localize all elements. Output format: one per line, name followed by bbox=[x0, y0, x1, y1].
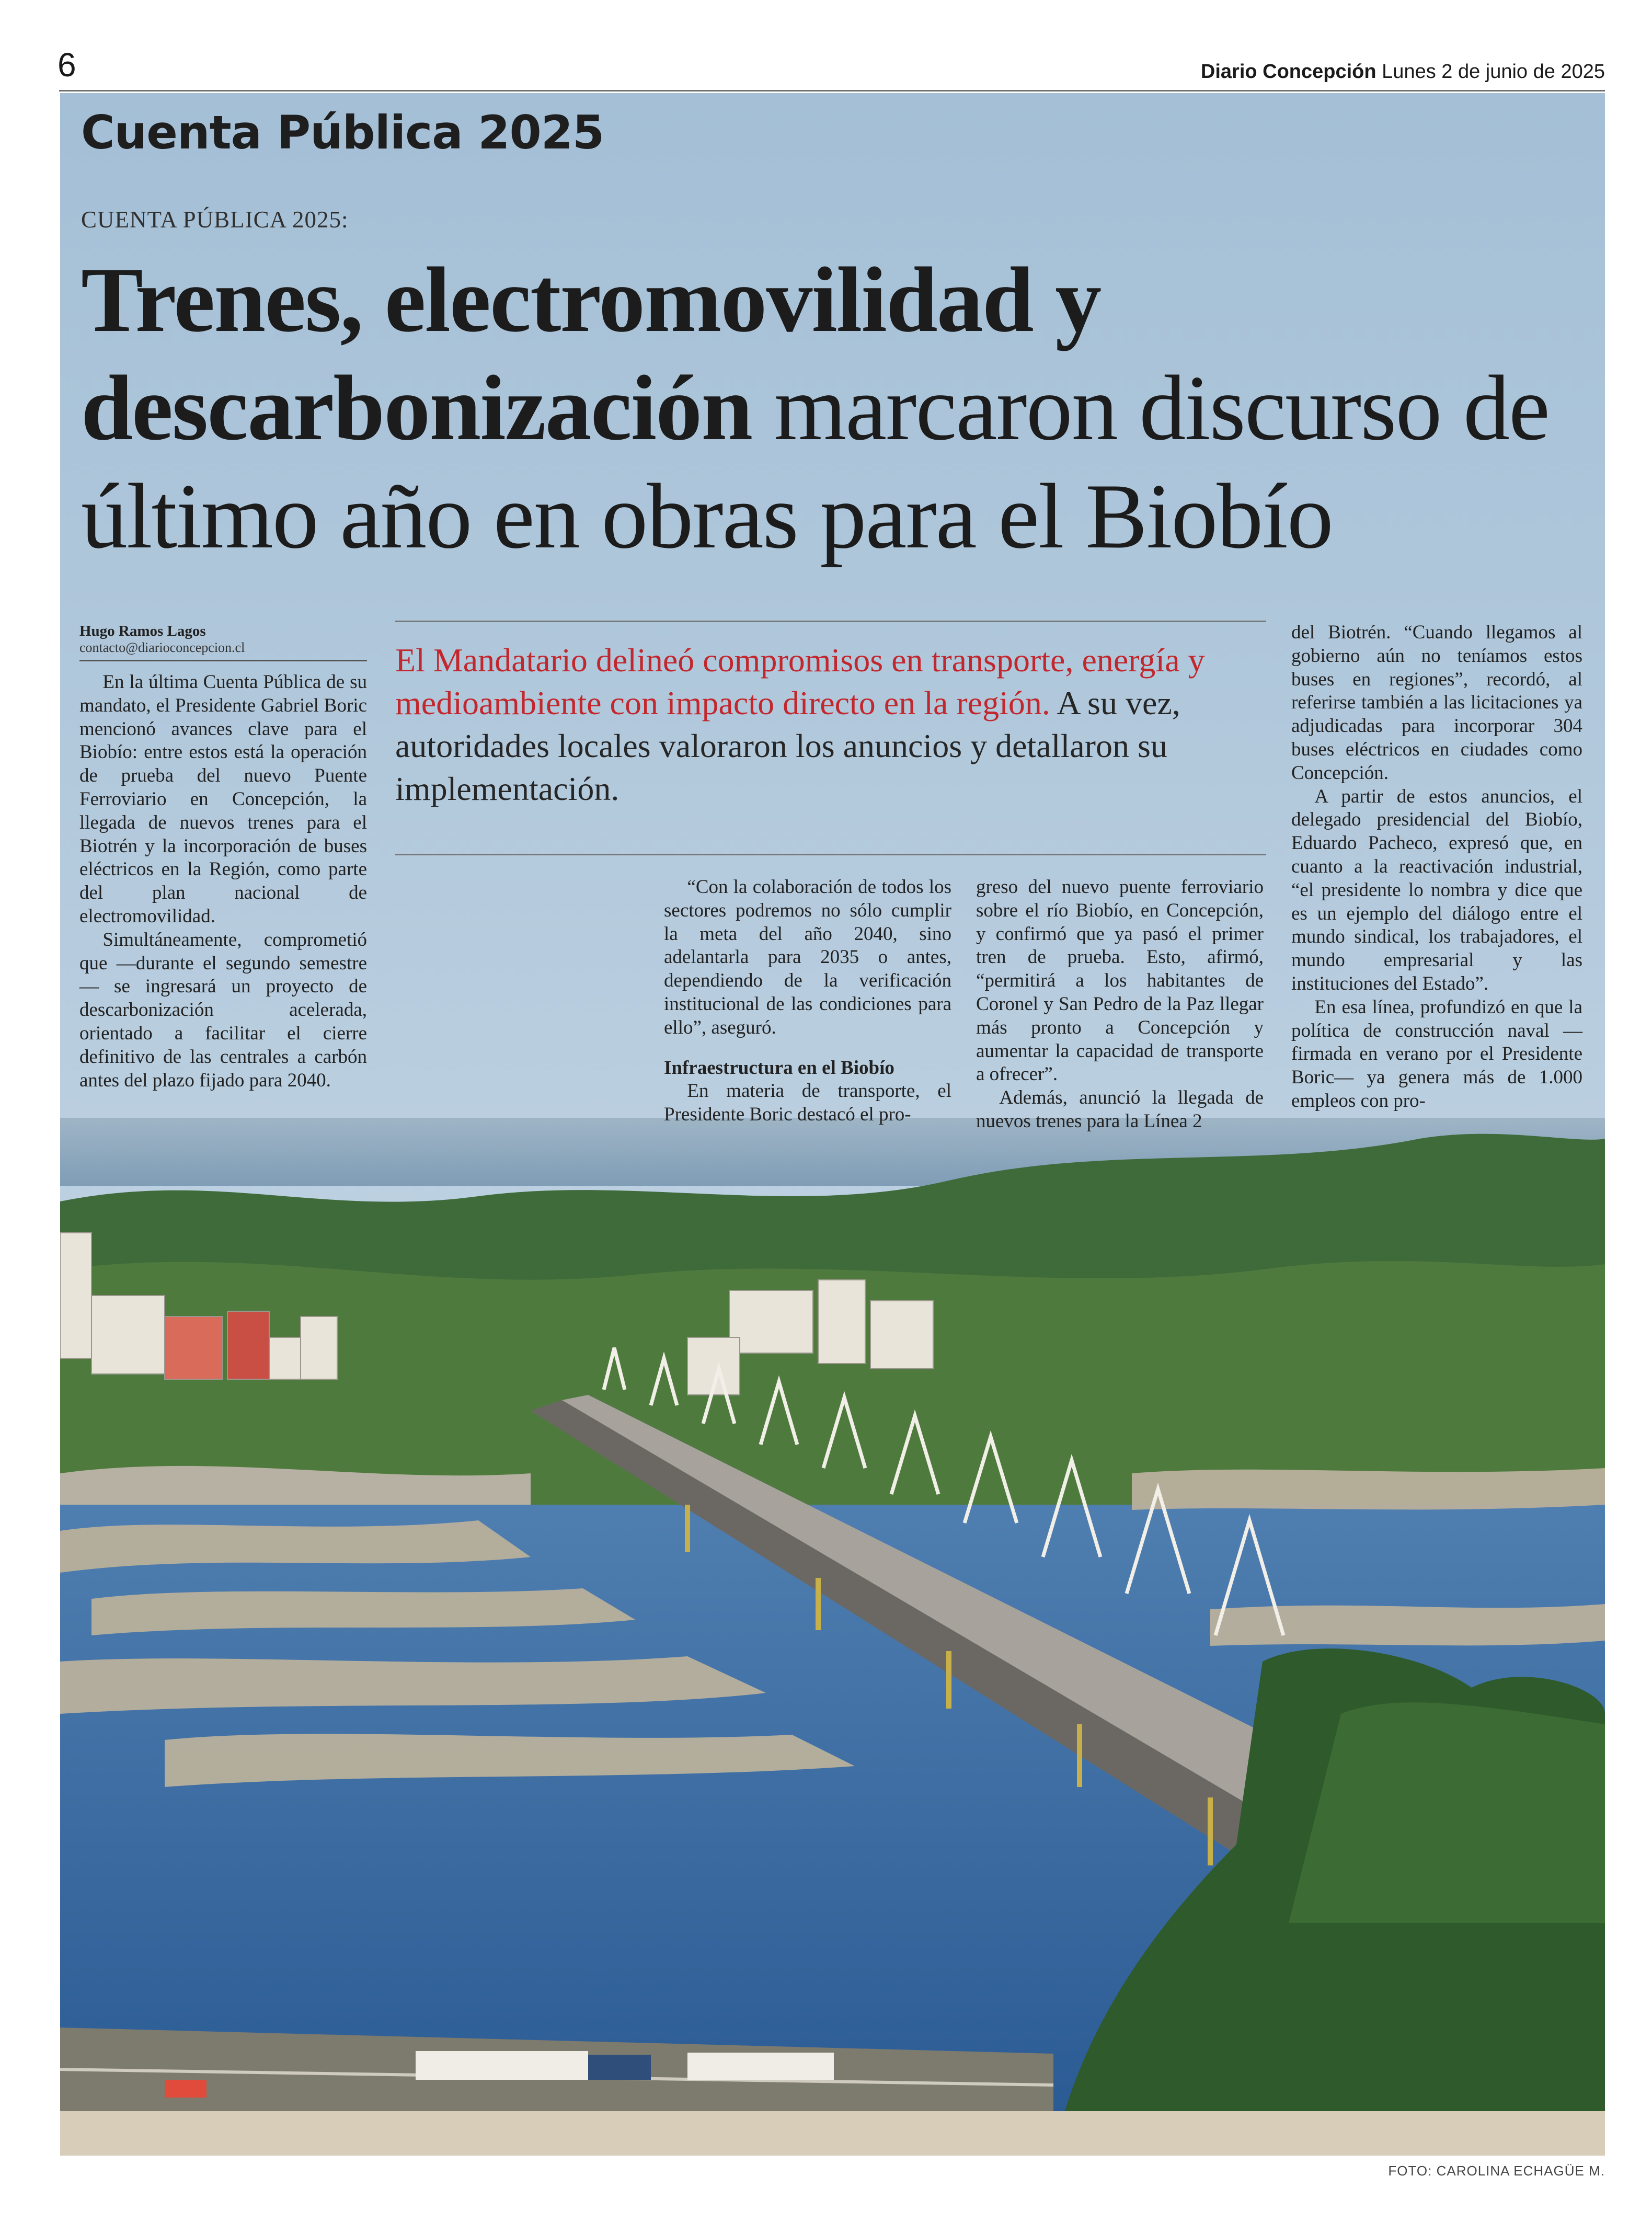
author-email: contacto@diarioconcepcion.cl bbox=[79, 640, 367, 661]
body-column-2 bbox=[664, 876, 951, 1127]
paragraph: En la última Cuenta Pública de su mandato, el Presidente Gabriel Boric mencionó avances clave para el Biobío: entre estos está la operación de prueba del nuevo Puente Ferroviario en Concepción, la llegada de nuevos trenes para el Biotrén y la incorporación de buses eléctricos en la Región, como parte del plan nacional de electromovilidad. bbox=[79, 671, 367, 927]
headline-regular: marcaron discurso de último año en obras para el Biobío bbox=[81, 356, 1549, 568]
photo-credit: FOTO: CAROLINA ECHAGÜE M. bbox=[1388, 2163, 1605, 2179]
deck-rule-top bbox=[395, 621, 1266, 622]
subheading: Infraestructura en el Biobío bbox=[664, 1057, 894, 1079]
paragraph: greso del nuevo puente ferroviario sobre el río Biobío, en Concepción, y confirmó que ya pasó el primer tren de prueba. Esto, afirmó, “permitirá a los habitantes de Coronel y San Pedro de la Paz llegar más pronto a Concepción y aumentar la capacidad de transporte a ofrecer”. bbox=[976, 876, 1264, 1085]
body-column-4 bbox=[1291, 621, 1582, 1113]
paragraph: Además, anunció la llegada de nuevos trenes para la Línea 2 bbox=[976, 1087, 1264, 1132]
article-deck bbox=[395, 639, 1266, 810]
author-name: Hugo Ramos Lagos bbox=[79, 623, 206, 639]
paragraph: del Biotrén. “Cuando llegamos al gobierno aún no teníamos estos buses en regiones”, recordó, al referirse también a las licitaciones ya adjudicadas para incorporar 304 buses eléctricos en ciudades como Concepción. bbox=[1291, 622, 1582, 784]
masthead bbox=[1201, 62, 1605, 82]
header-rule bbox=[59, 90, 1605, 91]
headline-bold: Trenes, electromovilidad y descarbonización bbox=[81, 248, 1101, 460]
paragraph: En materia de transporte, el Presidente Boric destacó el pro- bbox=[664, 1080, 951, 1126]
deck-rule-bottom bbox=[395, 854, 1266, 855]
body-column-3 bbox=[976, 876, 1264, 1133]
paragraph: En esa línea, profundizó en que la política de construcción naval —firmada en verano por el Presidente Boric— ya genera más de 1.000 empleos con pro- bbox=[1291, 996, 1582, 1112]
issue-date: Lunes 2 de junio de 2025 bbox=[1382, 61, 1605, 83]
paragraph: A partir de estos anuncios, el delegado presidencial del Biobío, Eduardo Pacheco, expresó que, en cuanto a la reactivación industrial, “el presidente lo nombra y dice que es un ejemplo del diálogo entre el mundo sindical, los trabajadores, el mundo empresarial y las instituciones del Estado”. bbox=[1291, 785, 1582, 994]
article-kicker: CUENTA PÚBLICA 2025: bbox=[81, 207, 349, 233]
paragraph: “Con la colaboración de todos los sectores podremos no sólo cumplir la meta del año 2040, sino adelantarla para 2035 o antes, dependiendo de la verificación institucional de las condiciones para ello”, aseguró. bbox=[664, 876, 951, 1038]
section-title: Cuenta Pública 2025 bbox=[81, 106, 604, 159]
deck-rest: A su vez, autoridades locales valoraron los anuncios y detallaron su implementación. bbox=[395, 684, 1180, 807]
article-headline bbox=[81, 246, 1587, 570]
deck-highlight: El Mandatario delineó compromisos en transporte, energía y medioambiente con impacto directo en la región. bbox=[395, 642, 1205, 721]
body-column-1 bbox=[79, 671, 367, 1092]
page-number: 6 bbox=[58, 46, 76, 84]
byline bbox=[79, 622, 367, 661]
paragraph: Simultáneamente, comprometió que —durante el segundo semestre— se ingresará un proyecto de descarbonización acelerada, orientado a facilitar el cierre definitivo de las centrales a carbón antes del plazo fijado para 2040. bbox=[79, 929, 367, 1091]
paper-name: Diario Concepción bbox=[1200, 61, 1376, 83]
